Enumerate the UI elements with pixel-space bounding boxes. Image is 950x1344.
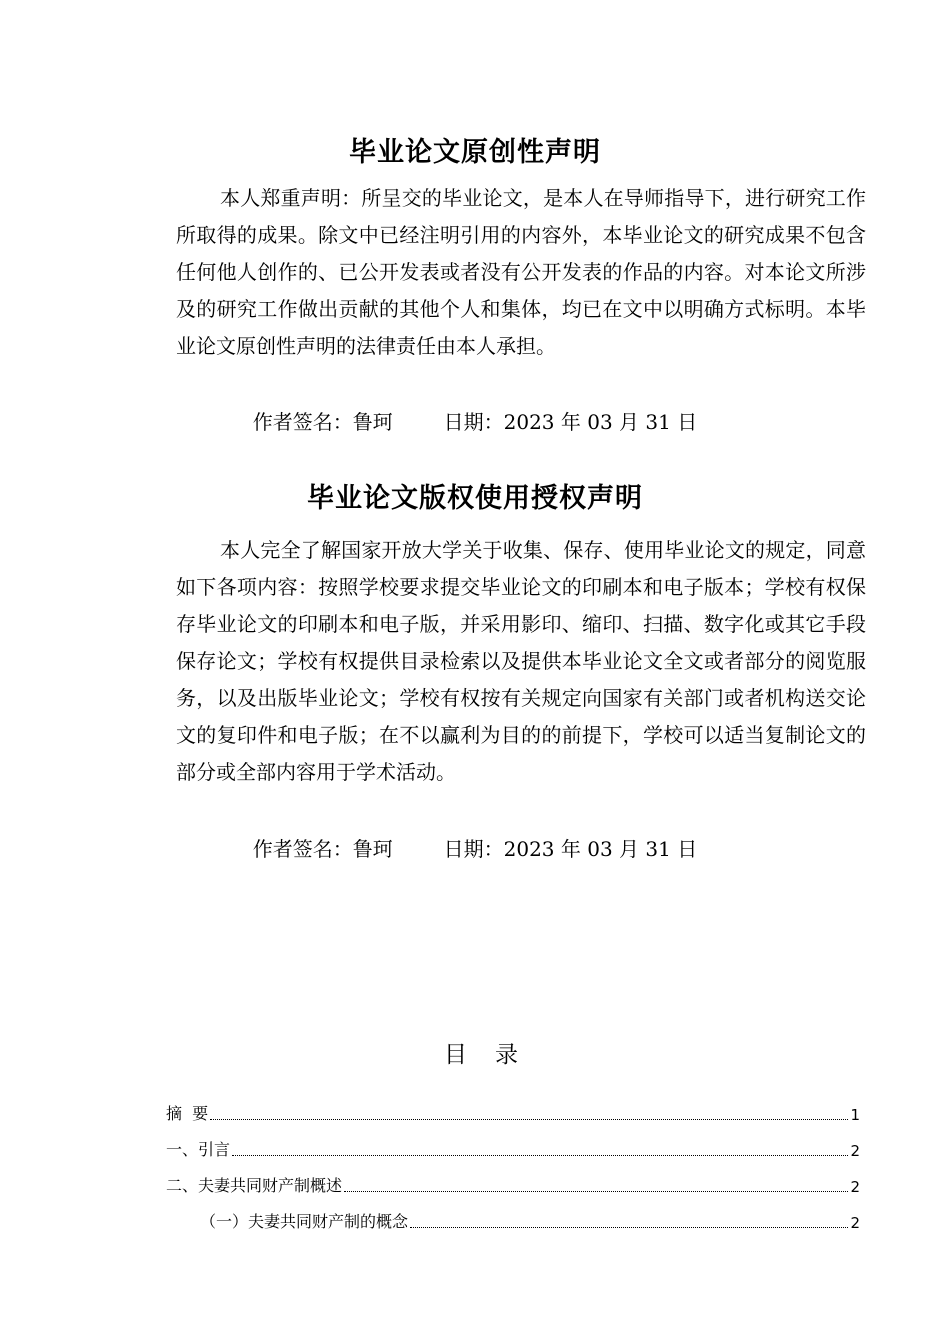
toc-entry-label: 二、夫妻共同财产制概述 (166, 1176, 343, 1195)
toc-leader-dots (410, 1226, 848, 1228)
toc-leader-dots (344, 1190, 848, 1192)
toc-entry-label: （一）夫妻共同财产制的概念 (200, 1212, 409, 1231)
toc-title: 目录 (444, 1042, 546, 1068)
copyright-body (176, 532, 866, 791)
originality-title: 毕业论文原创性声明 (349, 137, 601, 168)
toc-entry-concept[interactable] (200, 1206, 860, 1232)
copyright-paragraph: 本人完全了解国家开放大学关于收集、保存、使用毕业论文的规定，同意如下各项内容：按照学校要求提交毕业论文的印刷本和电子版本；学校有权保存毕业论文的印刷本和电子版，并采用影印、缩印、扫描、数字化或其它手段保存论文；学校有权提供目录检索以及提供本毕业论文全文或者部分的阅览服务，以及出版毕业论文；学校有权按有关规定向国家有关部门或者机构送交论文的复印件和电子版；在不以赢利为目的的前提下，学校可以适当复制论文的部分或全部内容用于学术活动。 (176, 538, 866, 784)
toc-entry-abstract[interactable] (166, 1098, 860, 1124)
toc-entry-page: 2 (850, 1178, 860, 1196)
toc-entry-page: 2 (850, 1214, 860, 1232)
toc-leader-dots (210, 1118, 848, 1120)
copyright-title: 毕业论文版权使用授权声明 (307, 483, 643, 514)
toc-entry-overview[interactable] (166, 1170, 860, 1196)
toc-entry-introduction[interactable] (166, 1134, 860, 1160)
toc-entry-page: 2 (850, 1142, 860, 1160)
originality-signature: 作者签名：鲁珂 日期：2023 年 03 月 31 日 (252, 410, 698, 434)
toc-entry-label: 摘 要 (166, 1104, 209, 1123)
toc-entry-label: 一、引言 (166, 1140, 231, 1159)
originality-paragraph: 本人郑重声明：所呈交的毕业论文，是本人在导师指导下，进行研究工作所取得的成果。除文中已经注明引用的内容外，本毕业论文的研究成果不包含任何他人创作的、已公开发表或者没有公开发表的作品的内容。对本论文所涉及的研究工作做出贡献的其他个人和集体，均已在文中以明确方式标明。本毕业论文原创性声明的法律责任由本人承担。 (176, 186, 866, 358)
copyright-signature: 作者签名：鲁珂 日期：2023 年 03 月 31 日 (252, 837, 698, 861)
toc-leader-dots (232, 1154, 848, 1156)
toc-entry-page: 1 (850, 1106, 860, 1124)
originality-body (176, 180, 866, 365)
